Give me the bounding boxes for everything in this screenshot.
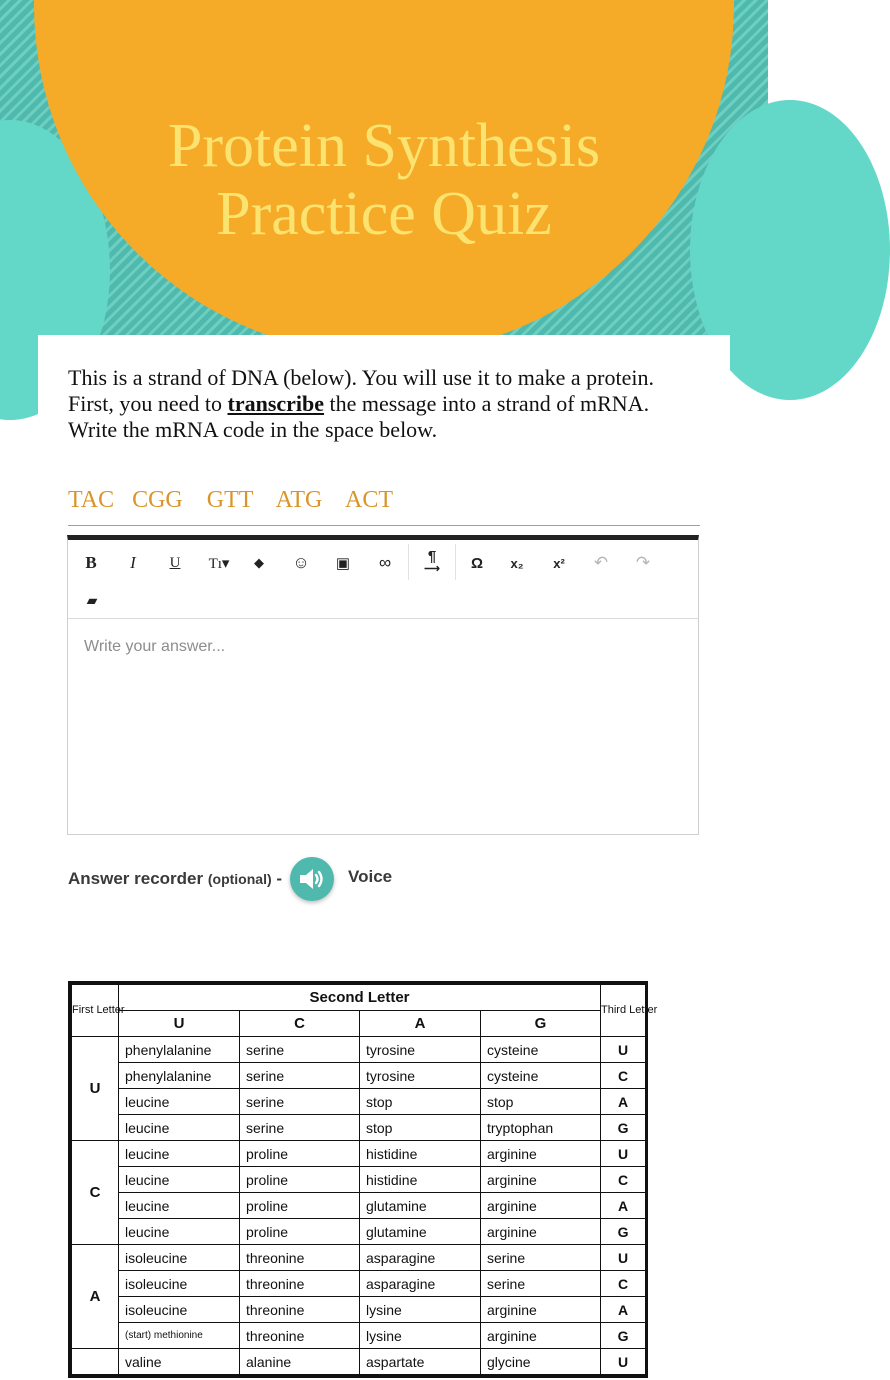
title-line-1: Protein Synthesis (167, 112, 601, 180)
superscript-button[interactable]: x² (553, 555, 565, 571)
question-card (38, 335, 730, 1380)
amino-acid-cell: threonine (240, 1297, 360, 1323)
underline-button[interactable]: U (169, 554, 181, 571)
clear-format-icon[interactable]: ▰ (86, 591, 98, 608)
first-letter-g (72, 1349, 119, 1375)
third-letter-cell: A (601, 1089, 646, 1115)
table-row (72, 1219, 646, 1245)
amino-acid-cell: valine (119, 1349, 240, 1375)
third-letter-cell: U (601, 1037, 646, 1063)
special-chars-icon[interactable]: Ω (470, 554, 484, 572)
table-row (72, 1115, 646, 1141)
second-letter-u: U (119, 1011, 240, 1037)
paragraph-direction-button[interactable]: ¶ ⟶ (424, 548, 440, 575)
first-letter-header: First Letter (72, 985, 119, 1037)
amino-acid-cell: glycine (481, 1349, 601, 1375)
table-row (72, 1063, 646, 1089)
answer-recorder (68, 857, 392, 901)
amino-acid-cell: tryptophan (481, 1115, 601, 1141)
amino-acid-cell: leucine (119, 1141, 240, 1167)
amino-acid-cell: tyrosine (360, 1037, 481, 1063)
subscript-button[interactable]: x₂ (510, 555, 524, 571)
header-banner (0, 0, 768, 360)
amino-acid-cell: proline (240, 1219, 360, 1245)
amino-acid-cell: serine (481, 1245, 601, 1271)
undo-icon[interactable]: ↶ (593, 553, 609, 572)
amino-acid-cell: arginine (481, 1193, 601, 1219)
amino-acid-cell: isoleucine (119, 1245, 240, 1271)
toolbar-divider (408, 544, 409, 580)
toolbar-divider (455, 544, 456, 580)
amino-acid-cell: arginine (481, 1297, 601, 1323)
voice-label: Voice (348, 867, 393, 886)
amino-acid-cell: proline (240, 1141, 360, 1167)
amino-acid-cell: lysine (360, 1323, 481, 1349)
text-color-icon[interactable]: ◆ (254, 555, 264, 570)
text-size-dropdown[interactable]: Tı▾ (208, 555, 230, 572)
table-row (72, 1193, 646, 1219)
amino-acid-cell: leucine (119, 1089, 240, 1115)
third-letter-header: Third Letter (601, 985, 646, 1037)
amino-acid-cell: leucine (119, 1167, 240, 1193)
amino-acid-cell: phenylalanine (119, 1037, 240, 1063)
table-row (72, 1297, 646, 1323)
second-letter-c: C (240, 1011, 360, 1037)
amino-acid-cell: leucine (119, 1115, 240, 1141)
italic-button[interactable]: I (130, 553, 136, 572)
amino-acid-cell: alanine (240, 1349, 360, 1375)
amino-acid-cell: threonine (240, 1271, 360, 1297)
amino-acid-cell: proline (240, 1193, 360, 1219)
third-letter-cell: G (601, 1115, 646, 1141)
amino-acid-cell: proline (240, 1167, 360, 1193)
table-row (72, 1089, 646, 1115)
third-letter-cell: C (601, 1271, 646, 1297)
amino-acid-cell: (start) methionine (119, 1323, 240, 1349)
amino-acid-cell: lysine (360, 1297, 481, 1323)
link-icon[interactable]: ∞ (378, 553, 392, 572)
codon-table (68, 981, 658, 1378)
third-letter-cell: U (601, 1141, 646, 1167)
table-row (72, 1245, 646, 1271)
third-letter-cell: U (601, 1349, 646, 1375)
third-letter-cell: C (601, 1167, 646, 1193)
amino-acid-cell: histidine (360, 1141, 481, 1167)
second-letter-header: Second Letter (119, 985, 601, 1011)
amino-acid-cell: arginine (481, 1141, 601, 1167)
amino-acid-cell: arginine (481, 1323, 601, 1349)
answer-input-placeholder[interactable]: Write your answer... (84, 638, 226, 655)
first-letter-c: C (72, 1141, 119, 1245)
table-row (72, 1323, 646, 1349)
amino-acid-cell: glutamine (360, 1193, 481, 1219)
amino-acid-cell: threonine (240, 1245, 360, 1271)
recorder-label: Answer recorder (optional) - (68, 869, 283, 888)
emoji-icon[interactable]: ☺ (292, 553, 310, 572)
amino-acid-cell: stop (360, 1089, 481, 1115)
amino-acid-cell: cysteine (481, 1063, 601, 1089)
image-icon[interactable]: ▣ (335, 555, 351, 572)
amino-acid-cell: glutamine (360, 1219, 481, 1245)
bold-button[interactable]: B (85, 553, 97, 572)
amino-acid-cell: phenylalanine (119, 1063, 240, 1089)
amino-acid-cell: cysteine (481, 1037, 601, 1063)
amino-acid-cell: serine (240, 1089, 360, 1115)
dna-strand: TAC CGG GTT ATG ACT (68, 487, 700, 526)
title-line-2: Practice Quiz (216, 180, 552, 248)
amino-acid-cell: asparagine (360, 1271, 481, 1297)
third-letter-cell: G (601, 1219, 646, 1245)
amino-acid-cell: threonine (240, 1323, 360, 1349)
voice-record-button[interactable] (290, 857, 334, 901)
first-letter-a: A (72, 1245, 119, 1349)
amino-acid-cell: tyrosine (360, 1063, 481, 1089)
speaker-icon (297, 866, 327, 892)
third-letter-cell: G (601, 1323, 646, 1349)
amino-acid-cell: arginine (481, 1219, 601, 1245)
editor-toolbar (68, 540, 698, 619)
amino-acid-cell: stop (481, 1089, 601, 1115)
first-letter-u: U (72, 1037, 119, 1141)
third-letter-cell: U (601, 1245, 646, 1271)
amino-acid-cell: histidine (360, 1167, 481, 1193)
page-title (0, 112, 768, 248)
table-row (72, 1167, 646, 1193)
second-letter-g: G (481, 1011, 601, 1037)
third-letter-cell: A (601, 1193, 646, 1219)
amino-acid-cell: arginine (481, 1167, 601, 1193)
third-letter-cell: A (601, 1297, 646, 1323)
table-row (72, 1141, 646, 1167)
second-letter-a: A (360, 1011, 481, 1037)
table-row (72, 1349, 646, 1375)
amino-acid-cell: isoleucine (119, 1297, 240, 1323)
amino-acid-cell: serine (240, 1063, 360, 1089)
table-row (72, 1271, 646, 1297)
amino-acid-cell: stop (360, 1115, 481, 1141)
amino-acid-cell: serine (481, 1271, 601, 1297)
amino-acid-cell: serine (240, 1037, 360, 1063)
amino-acid-cell: isoleucine (119, 1271, 240, 1297)
table-row (72, 1037, 646, 1063)
redo-icon[interactable]: ↷ (635, 553, 651, 572)
amino-acid-cell: leucine (119, 1193, 240, 1219)
third-letter-cell: C (601, 1063, 646, 1089)
question-keyword: transcribe (227, 391, 325, 416)
arrow-right-icon: ⟶ (424, 563, 440, 575)
amino-acid-cell: asparagine (360, 1245, 481, 1271)
amino-acid-cell: serine (240, 1115, 360, 1141)
amino-acid-cell: leucine (119, 1219, 240, 1245)
question-text: This is a strand of DNA (below). You will use it to make a protein. First, you need to transcribe the message into a strand of mRNA. Write the mRNA code in the space below. (68, 365, 654, 442)
answer-editor[interactable] (67, 535, 699, 835)
amino-acid-cell: aspartate (360, 1349, 481, 1375)
